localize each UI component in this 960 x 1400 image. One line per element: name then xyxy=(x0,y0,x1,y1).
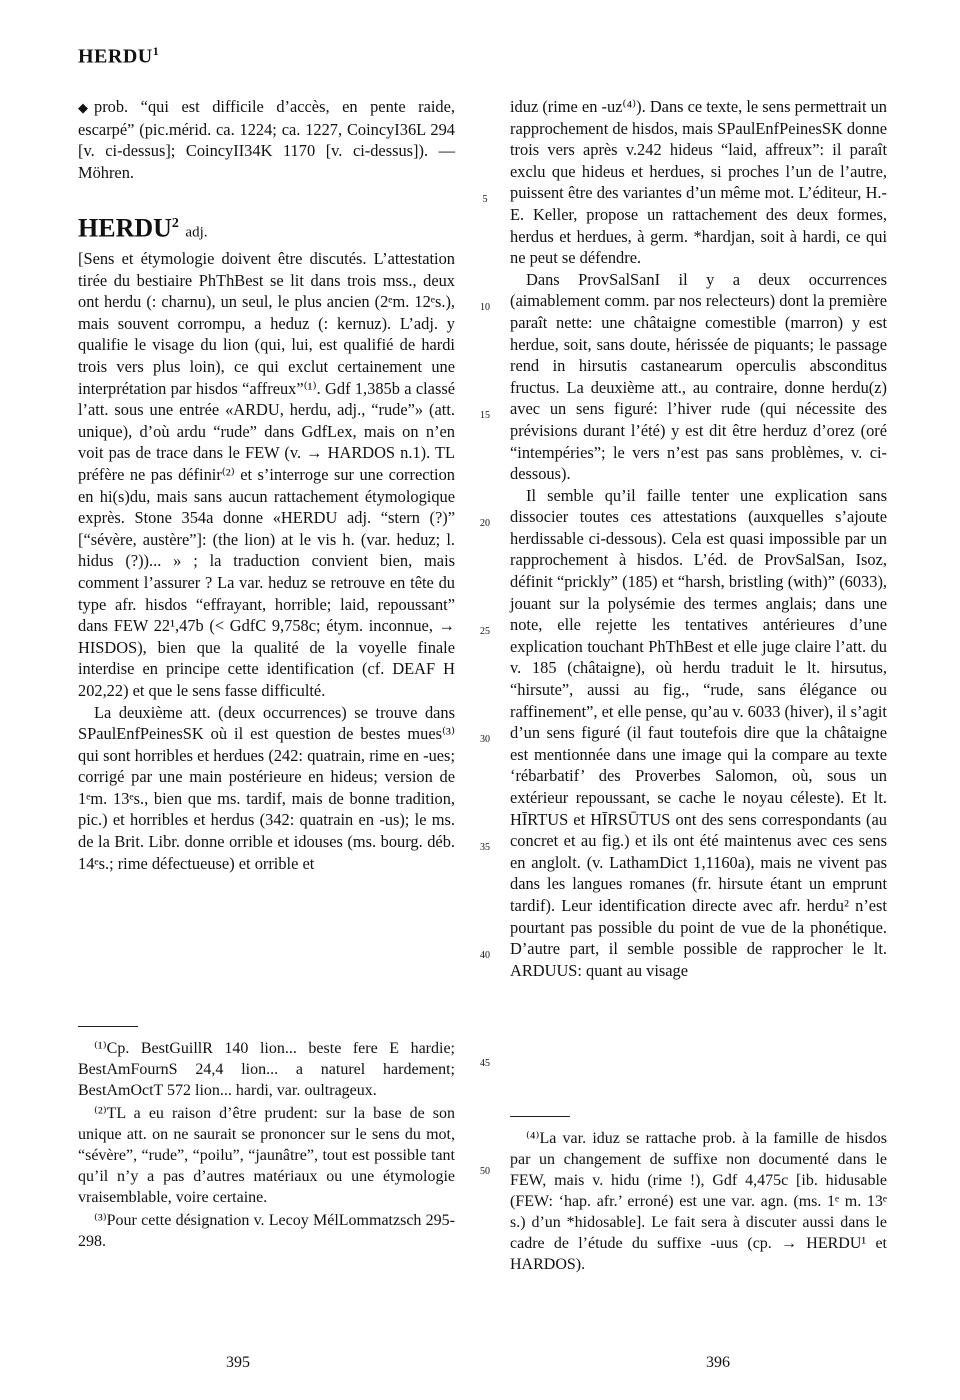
line-number: 20 xyxy=(480,518,490,529)
right-paragraph-2: Dans ProvSalSanI il y a deux occurrences (aimablement comm. par nos relecteurs) dont la première paraît nette: une châtaigne comestible (marron) y est herdue, soit, sans doute, hérissée de piquants; le passage rend in hirsutis castanearum operculis absconditus fructus. La deuxième att., au contraire, donne herdu(z) avec un sens figuré: l’hiver rude (qui nécessite des prévisions durant l’été) y est dit être herduz d’orez (oré “intempéries”; le vers n’est pas sans problèmes, v. ci-dessous). xyxy=(510,269,887,484)
header-title: HERDU xyxy=(78,45,153,68)
left-footnote-rule xyxy=(78,1026,138,1027)
header-sup: 1 xyxy=(152,44,160,58)
footnote-2: ⁽²⁾TL a eu raison d’être prudent: sur la base de son unique att. on ne saurait se prononcer sur le sens du mot, “sévère”, “rude”, “poilu”, “jaunâtre”, tout est possible tant qu’il n’y a pas d’autres matériaux ou une étymologie vraisemblable, voire certaine. xyxy=(78,1105,455,1206)
lemma-word: HERDU xyxy=(78,214,172,244)
right-footnote-rule xyxy=(510,1116,570,1117)
line-number: 5 xyxy=(482,194,488,205)
left-paragraph-1: [Sens et étymologie doivent être discutés. L’attestation tirée du bestiaire PhThBest se lit dans trois mss., deux ont herdu (: charnu), un seul, le plus ancien (2ᵉm. 12ᵉs.), mais souvent corrompu, a heduz (: kernuz). L’adj. y qualifie le visage du lion (qui, lui, est qualifié de hardi trois vers plus loin), ce qui exclut certainement une interprétation par hisdos “affreux”⁽¹⁾. Gdf 1,385b a classé l’att. sous une entrée «ARDU, herdu, adj., “rude”» (att. unique), d’où ardu “rude” dans GdfLex, mais on n’en voit pas de trace dans le FEW (v. → HARDOS n.1). TL préfère ne pas définir⁽²⁾ et s’interroge sur une correction en hi(s)du, mais sans aucun rattachement étymologique exprès. Stone 354a donne «HERDU adj. “stern (?)” [“sévère, austère”]: (the lion) at le vis h. (var. heduz; l. hidus (?))... » ; la traduction convient bien, mais comment l’assurer ? La var. heduz se retrouve en tête du type afr. hisdos “effrayant, horrible; laid, repoussant” dans FEW 22¹,47b (< GdfC 9,758c; étym. inconnue, → HISDOS), bien que la qualité de la voyelle finale interdise en principe cette identification (cf. DEAF H 202,22) et que le sens fasse difficulté. xyxy=(78,249,455,700)
running-header xyxy=(78,44,159,69)
right-column xyxy=(510,96,887,981)
right-footnotes xyxy=(510,1128,887,1277)
line-number: 50 xyxy=(480,1166,490,1177)
left-footnotes xyxy=(78,1038,455,1254)
footnote-4: ⁽⁴⁾La var. iduz se rattache prob. à la famille de hisdos par un changement de suffixe non documenté dans le FEW, mais v. hidu (rime !), Gdf 4,475c [ib. hidusable (FEW: ‘hap. afr.’ erroné) est une var. agn. (ms. 1ᵉ m. 13ᵉ s.) d’un *hidosable]. Le fait sera à discuter aussi dans le cadre de l’étude du suffixe -uus (cp. → HERDU¹ et HARDOS). xyxy=(510,1130,887,1273)
left-column xyxy=(78,96,455,874)
line-number: 45 xyxy=(480,1058,490,1069)
lemma-herdu2 xyxy=(78,209,455,248)
right-paragraph-3: Il semble qu’il faille tenter une explication sans dissocier toutes ces attestations (auxquelles s’ajoute herdissable ci-dessous). Cela est quasi impossible par un rapprochement à hisdos. L’éd. de ProvSalSan, Isoz, définit “prickly” (185) et “harsh, bristling (with)” (6033), jouant sur la polysémie des termes anglais; dans une note, elle rejette les tentatives antérieures d’une explication touchant PhThBest et elle juge claire l’att. du v. 185 (châtaigne), où herdu traduit le lt. hirsutus, “hirsute”, aussi au fig., “rude, sans élégance ou raffinement”, et elle pense, qu’au v. 6033 (hiver), il s’agit d’un sens figuré (il faut toutefois dire que la châtaigne est mentionnée dans une image qui la compare au texte ‘rébarbatif’ des Proverbes Salomon, où, sous un extérieur repoussant, se cache le noyau céleste). Et lt. HĪRTUS et HĪRSŪTUS ont des sens correspondants (au concret et au fig.) et ils ont été maintenus avec ces sens en anglolt. (v. LathamDict 1,1160a), mais ne vivent pas dans les langues romanes (fr. hirsute étant un emprunt tardif). Leur identification directe avec afr. herdu² n’est pourtant pas possible du point de vue de la phonétique. D’autre part, il semble possible de rapprocher le lt. ARDUUS: quant au visage xyxy=(510,485,887,980)
page-number-left: 395 xyxy=(226,1354,250,1371)
herdu1-entry-end xyxy=(78,96,455,183)
line-number: 10 xyxy=(480,302,490,313)
footnote-3: ⁽³⁾Pour cette désignation v. Lecoy MélLommatzsch 295-298. xyxy=(78,1212,455,1250)
diamond-icon: ◆ xyxy=(78,100,88,115)
page-number-right: 396 xyxy=(706,1354,730,1371)
herdu1-text: prob. “qui est difficile d’accès, en pente raide, escarpé” (pic.mérid. ca. 1224; ca. 1227, CoincyI36L 294 [v. ci-dessus]; CoincyII34K 1170 [v. ci-dessus]). — Möhren. xyxy=(78,97,455,182)
line-number: 15 xyxy=(480,410,490,421)
footnote-1: ⁽¹⁾Cp. BestGuillR 140 lion... beste fere E hardie; BestAmFournS 24,4 lion... a naturel hardement; BestAmOctT 572 lion... hardi, var. oultrageux. xyxy=(78,1040,455,1099)
line-number: 40 xyxy=(480,950,490,961)
line-number: 35 xyxy=(480,842,490,853)
line-number: 25 xyxy=(480,626,490,637)
left-paragraph-2: La deuxième att. (deux occurrences) se trouve dans SPaulEnfPeinesSK où il est question de bestes mues⁽³⁾ qui sont horribles et herdues (242: quatrain, rime en -ues; corrigé par une main postérieure en hideus; version de 1ᵉm. 13ᵉs., bien que ms. tardif, mais de bonne tradition, pic.) et horribles et herdus (342: quatrain en -us); le ms. de la Brit. Libr. donne orrible et idouses (ms. bourg. déb. 14ᵉs.; rime défectueuse) et orrible et xyxy=(78,702,455,873)
line-number: 30 xyxy=(480,734,490,745)
lemma-category: adj. xyxy=(185,225,208,242)
lemma-sup: 2 xyxy=(171,216,179,232)
right-paragraph-1: iduz (rime en -uz⁽⁴⁾). Dans ce texte, le sens permettrait un rapprochement de hisdos, mais SPaulEnfPeinesSK donne trois vers après v.242 hideus “laid, affreux”: il paraît exclu que hideus et herdues, si proches l’un de l’autre, puissent être des variantes d’un même mot. L’éditeur, H.-E. Keller, propose un rattachement des deux formes, herdus et herdues, à germ. *hardjan, soit à hardi, ce qui ne peut se défendre. xyxy=(510,97,887,268)
